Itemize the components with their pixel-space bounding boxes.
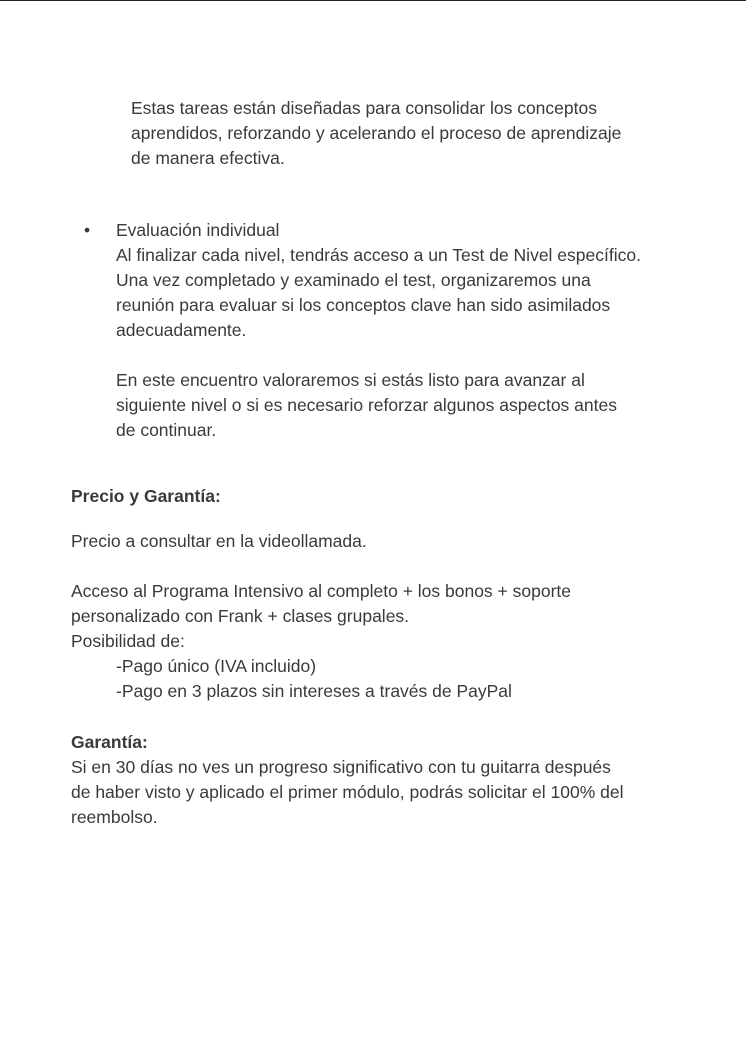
garantia-line: Si en 30 días no ves un progreso significativo con tu guitarra después (71, 757, 611, 777)
precio-posibilidad: Posibilidad de: (71, 631, 185, 651)
evaluacion-line: Una vez completado y examinado el test, organizaremos una (116, 270, 591, 290)
pago-opcion: -Pago único (IVA incluido) (116, 656, 317, 676)
intro-line: de manera efectiva. (131, 148, 285, 168)
garantia-line: reembolso. (71, 807, 158, 827)
garantia-heading: Garantía: (71, 732, 148, 752)
evaluacion-line: En este encuentro valoraremos si estás listo para avanzar al (116, 370, 585, 390)
precio-section (71, 529, 571, 704)
intro-line: aprendidos, reforzando y acelerando el proceso de aprendizaje (131, 123, 622, 143)
top-border-line (0, 0, 746, 1)
bullet-icon: • (84, 220, 91, 240)
intro-paragraph (131, 96, 621, 171)
evaluacion-line: Al finalizar cada nivel, tendrás acceso a un Test de Nivel específico. (116, 245, 641, 265)
precio-heading: Precio y Garantía: (71, 486, 221, 506)
paragraph-gap (116, 343, 641, 368)
evaluacion-title: Evaluación individual (116, 220, 280, 240)
pago-opcion: -Pago en 3 plazos sin intereses a través de PayPal (116, 681, 512, 701)
evaluacion-line: adecuadamente. (116, 320, 247, 340)
paragraph-gap (71, 554, 571, 579)
intro-line: Estas tareas están diseñadas para consolidar los conceptos (131, 98, 597, 118)
precio-consultar: Precio a consultar en la videollamada. (71, 531, 367, 551)
evaluacion-section (116, 218, 641, 443)
garantia-line: de haber visto y aplicado el primer módulo, podrás solicitar el 100% del (71, 782, 624, 802)
evaluacion-line: reunión para evaluar si los conceptos clave han sido asimilados (116, 295, 611, 315)
precio-acceso-line: personalizado con Frank + clases grupales. (71, 606, 410, 626)
garantia-section (71, 755, 624, 830)
precio-acceso-line: Acceso al Programa Intensivo al completo + los bonos + soporte (71, 581, 571, 601)
evaluacion-line: siguiente nivel o si es necesario reforzar algunos aspectos antes (116, 395, 617, 415)
evaluacion-line: de continuar. (116, 420, 217, 440)
